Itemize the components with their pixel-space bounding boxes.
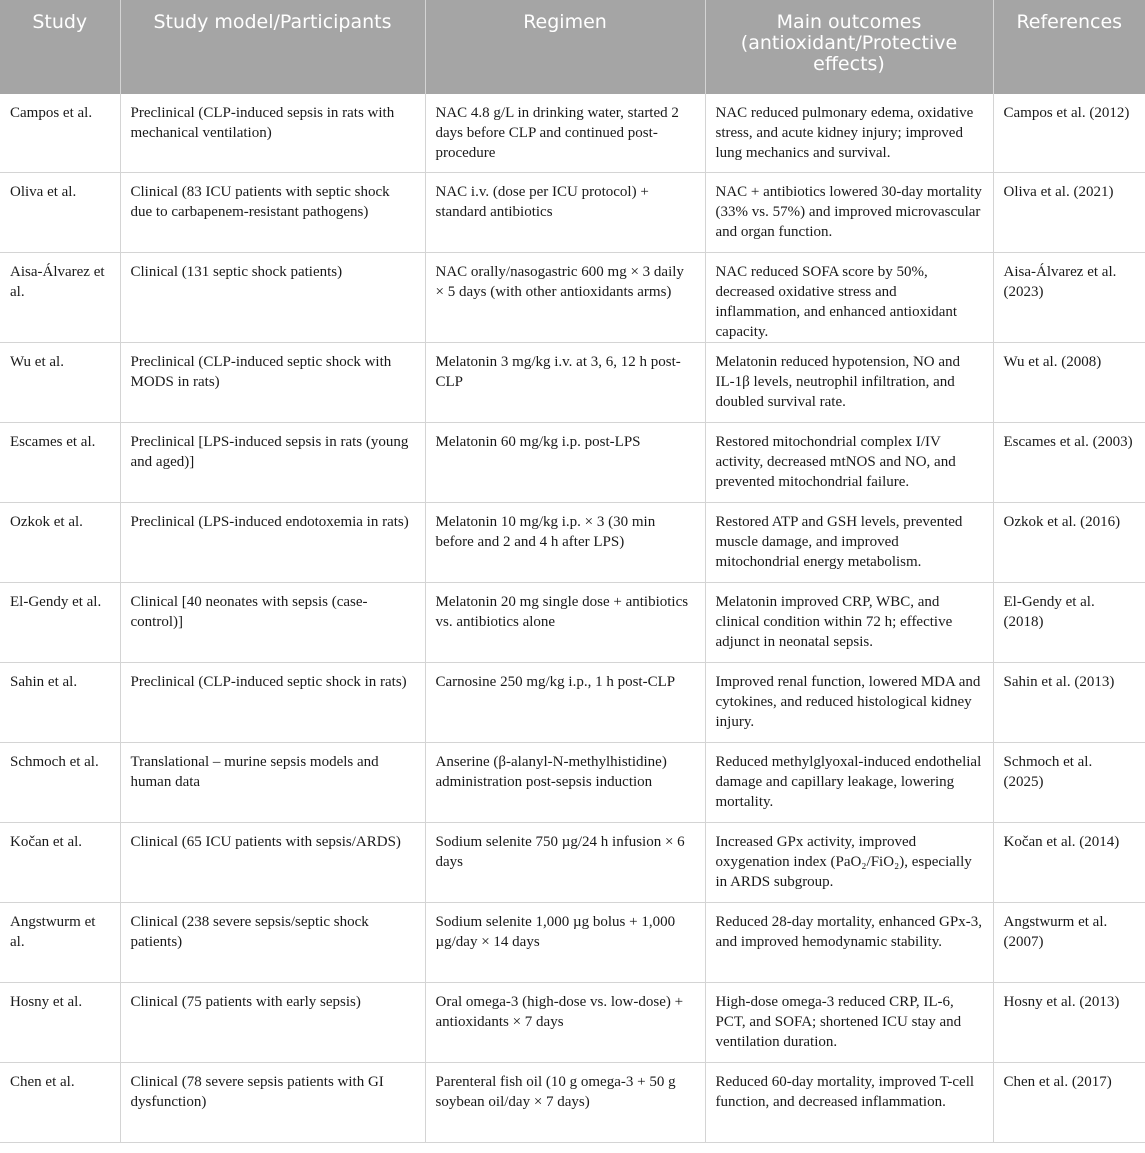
cell-study: Chen et al. [0,1062,120,1142]
header-outcomes: Main outcomes (antioxidant/Protective effects) [705,0,993,94]
cell-model: Clinical (75 patients with early sepsis) [120,982,425,1062]
cell-model: Preclinical (CLP-induced septic shock with MODS in rats) [120,342,425,422]
cell-regimen: Melatonin 10 mg/kg i.p. × 3 (30 min before and 2 and 4 h after LPS) [425,502,705,582]
cell-study: Aisa-Álvarez et al. [0,252,120,342]
cell-outcomes: Melatonin reduced hypotension, NO and IL-1β levels, neutrophil infiltration, and doubled survival rate. [705,342,993,422]
cell-references: Campos et al. (2012) [993,94,1145,172]
cell-model: Clinical [40 neonates with sepsis (case-control)] [120,582,425,662]
table-row [0,502,1145,582]
cell-regimen: Melatonin 3 mg/kg i.v. at 3, 6, 12 h post-CLP [425,342,705,422]
cell-model: Preclinical (LPS-induced endotoxemia in rats) [120,502,425,582]
cell-study: Hosny et al. [0,982,120,1062]
cell-model: Clinical (131 septic shock patients) [120,252,425,342]
cell-model: Preclinical (CLP-induced sepsis in rats with mechanical ventilation) [120,94,425,172]
cell-study: Angstwurm et al. [0,902,120,982]
table-row [0,94,1145,172]
cell-study: Oliva et al. [0,172,120,252]
cell-study: Escames et al. [0,422,120,502]
cell-regimen: Carnosine 250 mg/kg i.p., 1 h post-CLP [425,662,705,742]
cell-references: Kočan et al. (2014) [993,822,1145,902]
cell-outcomes: High-dose omega-3 reduced CRP, IL-6, PCT, and SOFA; shortened ICU stay and ventilation duration. [705,982,993,1062]
table-body [0,94,1145,1142]
cell-study: Wu et al. [0,342,120,422]
cell-references: Schmoch et al. (2025) [993,742,1145,822]
cell-model: Translational – murine sepsis models and human data [120,742,425,822]
cell-model: Clinical (78 severe sepsis patients with GI dysfunction) [120,1062,425,1142]
header-row [0,0,1145,94]
cell-regimen: Oral omega-3 (high-dose vs. low-dose) + antioxidants × 7 days [425,982,705,1062]
cell-model: Clinical (238 severe sepsis/septic shock patients) [120,902,425,982]
cell-regimen: Anserine (β-alanyl-N-methylhistidine) administration post-sepsis induction [425,742,705,822]
cell-outcomes: NAC + antibiotics lowered 30-day mortality (33% vs. 57%) and improved microvascular and organ function. [705,172,993,252]
table-row [0,662,1145,742]
cell-references: Sahin et al. (2013) [993,662,1145,742]
header-regimen: Regimen [425,0,705,94]
cell-outcomes: Reduced 60-day mortality, improved T-cell function, and decreased inflammation. [705,1062,993,1142]
cell-model: Clinical (83 ICU patients with septic shock due to carbapenem-resistant pathogens) [120,172,425,252]
header-model: Study model/Participants [120,0,425,94]
cell-outcomes: Reduced 28-day mortality, enhanced GPx-3, and improved hemodynamic stability. [705,902,993,982]
cell-references: Angstwurm et al. (2007) [993,902,1145,982]
table-row [0,422,1145,502]
cell-study: Schmoch et al. [0,742,120,822]
cell-references: Oliva et al. (2021) [993,172,1145,252]
header-references: References [993,0,1145,94]
cell-model: Clinical (65 ICU patients with sepsis/ARDS) [120,822,425,902]
cell-references: Hosny et al. (2013) [993,982,1145,1062]
table-row [0,1062,1145,1142]
cell-references: Escames et al. (2003) [993,422,1145,502]
cell-references: Ozkok et al. (2016) [993,502,1145,582]
cell-study: El-Gendy et al. [0,582,120,662]
cell-outcomes: Improved renal function, lowered MDA and cytokines, and reduced histological kidney injury. [705,662,993,742]
cell-model: Preclinical [LPS-induced sepsis in rats (young and aged)] [120,422,425,502]
cell-outcomes: Increased GPx activity, improved oxygenation index (PaO₂/FiO₂), especially in ARDS subgroup. [705,822,993,902]
cell-regimen: Melatonin 60 mg/kg i.p. post-LPS [425,422,705,502]
cell-outcomes: Reduced methylglyoxal-induced endothelial damage and capillary leakage, lowering mortality. [705,742,993,822]
cell-outcomes: NAC reduced SOFA score by 50%, decreased oxidative stress and inflammation, and enhanced antioxidant capacity. [705,252,993,342]
cell-outcomes: Restored mitochondrial complex I/IV activity, decreased mtNOS and NO, and prevented mitochondrial failure. [705,422,993,502]
cell-outcomes: NAC reduced pulmonary edema, oxidative stress, and acute kidney injury; improved lung mechanics and survival. [705,94,993,172]
table-row [0,582,1145,662]
table-row [0,742,1145,822]
cell-regimen: NAC i.v. (dose per ICU protocol) + standard antibiotics [425,172,705,252]
table-row [0,172,1145,252]
cell-regimen: NAC 4.8 g/L in drinking water, started 2 days before CLP and continued post-procedure [425,94,705,172]
table-row [0,822,1145,902]
cell-study: Campos et al. [0,94,120,172]
cell-study: Kočan et al. [0,822,120,902]
cell-regimen: NAC orally/nasogastric 600 mg × 3 daily × 5 days (with other antioxidants arms) [425,252,705,342]
table-row [0,252,1145,342]
cell-outcomes: Restored ATP and GSH levels, prevented muscle damage, and improved mitochondrial energy metabolism. [705,502,993,582]
table-row [0,902,1145,982]
cell-regimen: Sodium selenite 750 µg/24 h infusion × 6 days [425,822,705,902]
cell-references: Aisa-Álvarez et al. (2023) [993,252,1145,342]
cell-regimen: Sodium selenite 1,000 µg bolus + 1,000 µg/day × 14 days [425,902,705,982]
cell-references: El-Gendy et al. (2018) [993,582,1145,662]
header-study: Study [0,0,120,94]
cell-references: Chen et al. (2017) [993,1062,1145,1142]
cell-regimen: Parenteral fish oil (10 g omega-3 + 50 g soybean oil/day × 7 days) [425,1062,705,1142]
cell-study: Ozkok et al. [0,502,120,582]
cell-regimen: Melatonin 20 mg single dose + antibiotics vs. antibiotics alone [425,582,705,662]
cell-model: Preclinical (CLP-induced septic shock in rats) [120,662,425,742]
cell-references: Wu et al. (2008) [993,342,1145,422]
cell-outcomes: Melatonin improved CRP, WBC, and clinical condition within 72 h; effective adjunct in neonatal sepsis. [705,582,993,662]
cell-study: Sahin et al. [0,662,120,742]
table-row [0,982,1145,1062]
table-row [0,342,1145,422]
